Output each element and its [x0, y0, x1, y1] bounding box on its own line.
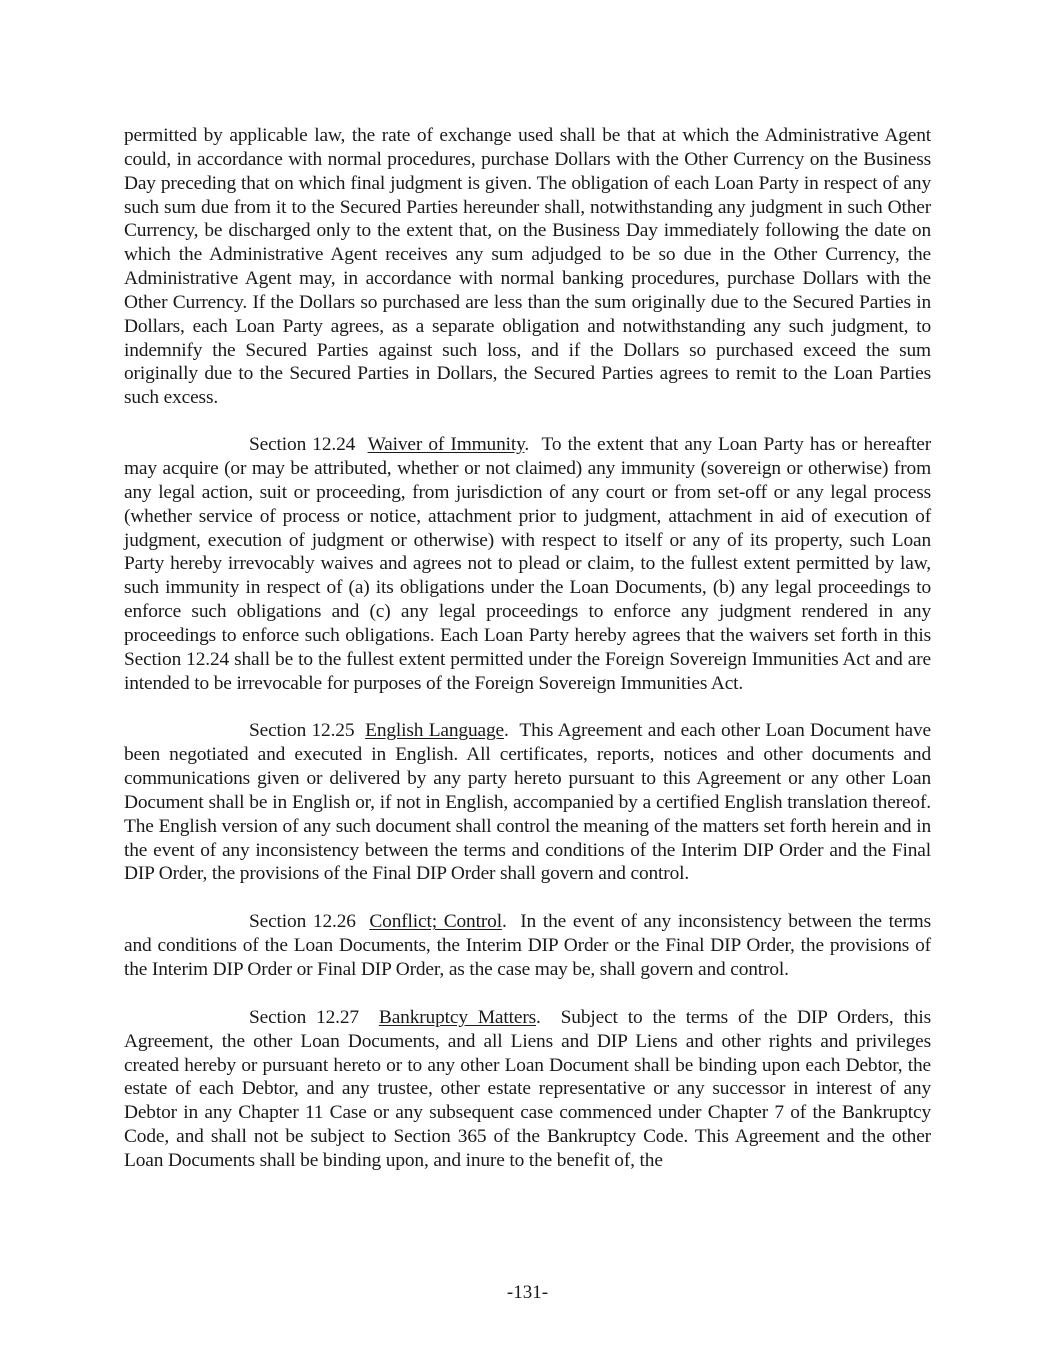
section-heading: Conflict; Control — [369, 911, 502, 933]
paragraph-text: permitted by applicable law, the rate of exchange used shall be that at which the Administrative Agent could, in accordance with normal procedures, purchase Dollars with the Other Currency on the Business Day preceding that on which final judgment is given. The obligation of each Loan Party in respect of any such sum due from it to the Secured Parties hereunder shall, notwithstanding any judgment in such Other Currency, be discharged only to the extent that, on the Business Day immediately following the date on which the Administrative Agent receives any sum adjudged to be so due in the Other Currency, the Administrative Agent may, in accordance with normal banking procedures, purchase Dollars with the Other Currency. If the Dollars so purchased are less than the sum originally due to the Secured Parties in Dollars, each Loan Party agrees, as a separate obligation and notwithstanding any such judgment, to indemnify the Secured Parties against such loss, and if the Dollars so purchased exceed the sum originally due to the Secured Parties in Dollars, the Secured Parties agrees to remit to the Loan Parties such excess. — [124, 125, 931, 409]
document-page — [124, 124, 931, 1197]
section-label: Section 12.26 — [249, 911, 356, 933]
section-label: Section 12.27 — [249, 1006, 359, 1028]
section-text: This Agreement and each other Loan Document have been negotiated and executed in English. All certificates, reports, notices and other documents and communications given or delivered by any party hereto pursuant to this Agreement or any other Loan Document shall be in English or, if not in English, accompanied by a certified English translation thereof. The English version of any such document shall control the meaning of the matters set forth herein and in the event of any inconsistency between the terms and conditions of the Interim DIP Order and the Final DIP Order, the provisions of the Final DIP Order shall govern and control. — [124, 720, 931, 885]
section-text: In the event of any inconsistency between the terms and conditions of the Loan Documents, the Interim DIP Order or the Final DIP Order, the provisions of the Interim DIP Order or Final DIP Order, as the case may be, shall govern and control. — [124, 911, 931, 980]
section-12-26: Section 12.26 Conflict; Control. In the event of any inconsistency between the terms and conditions of the Loan Documents, the Interim DIP Order or the Final DIP Order, the provisions of the Interim DIP Order or Final DIP Order, as the case may be, shall govern and control. — [124, 911, 931, 980]
section-label: Section 12.24 — [249, 434, 356, 456]
section-heading: Waiver of Immunity — [367, 434, 525, 456]
paragraph-continuation — [124, 124, 931, 410]
section-label: Section 12.25 — [249, 720, 355, 742]
section-text: Subject to the terms of the DIP Orders, this Agreement, the other Loan Documents, and all Liens and DIP Liens and other rights and privileges created hereby or pursuant hereto or to any other Loan Document shall be binding upon each Debtor, the estate of each Debtor, and any trustee, other estate representative or any successor in interest of any Debtor in any Chapter 11 Case or any subsequent case commenced under Chapter 7 of the Bankruptcy Code, and shall not be subject to Section 365 of the Bankruptcy Code. This Agreement and the other Loan Documents shall be binding upon, and inure to the benefit of, the — [124, 1006, 931, 1171]
section-text: To the extent that any Loan Party has or hereafter may acquire (or may be attributed, whether or not claimed) any immunity (sovereign or otherwise) from any legal action, suit or proceeding, from jurisdiction of any court or from set-off or any legal process (whether service of process or notice, attachment prior to judgment, attachment in aid of execution of judgment, execution of judgment or otherwise) with respect to itself or any of its property, such Loan Party hereby irrevocably waives and agrees not to plead or claim, to the fullest extent permitted by law, such immunity in respect of (a) its obligations under the Loan Documents, (b) any legal proceedings to enforce such obligations and (c) any legal proceedings to enforce any judgment rendered in any proceedings to enforce such obligations. Each Loan Party hereby agrees that the waivers set forth in this Section 12.24 shall be to the fullest extent permitted under the Foreign Sovereign Immunities Act and are intended to be irrevocable for purposes of the Foreign Sovereign Immunities Act. — [124, 434, 932, 694]
section-heading: Bankruptcy Matters — [378, 1006, 537, 1028]
section-12-24: Section 12.24 Waiver of Immunity. To the extent that any Loan Party has or hereafter may acquire (or may be attributed, whether or not claimed) any immunity (sovereign or otherwise) from any legal action, suit or proceeding, from jurisdiction of any court or from set-off or any legal process (whether service of process or notice, attachment prior to judgment, attachment in aid of execution of judgment, execution of judgment or otherwise) with respect to itself or any of its property, such Loan Party hereby irrevocably waives and agrees not to plead or claim, to the fullest extent permitted by law, such immunity in respect of (a) its obligations under the Loan Documents, (b) any legal proceedings to enforce such obligations and (c) any legal proceedings to enforce any judgment rendered in any proceedings to enforce such obligations. Each Loan Party hereby agrees that the waivers set forth in this Section 12.24 shall be to the fullest extent permitted under the Foreign Sovereign Immunities Act and are intended to be irrevocable for purposes of the Foreign Sovereign Immunities Act. — [124, 434, 932, 694]
section-12-27: Section 12.27 Bankruptcy Matters. Subject to the terms of the DIP Orders, this Agreement, the other Loan Documents, and all Liens and DIP Liens and other rights and privileges created hereby or pursuant hereto or to any other Loan Document shall be binding upon each Debtor, the estate of each Debtor, and any trustee, other estate representative or any successor in interest of any Debtor in any Chapter 11 Case or any subsequent case commenced under Chapter 7 of the Bankruptcy Code, and shall not be subject to Section 365 of the Bankruptcy Code. This Agreement and the other Loan Documents shall be binding upon, and inure to the benefit of, the — [124, 1006, 931, 1171]
section-heading: English Language — [365, 720, 504, 742]
page-number: -131- — [506, 1282, 549, 1303]
section-12-25: Section 12.25 English Language. This Agreement and each other Loan Document have been negotiated and executed in English. All certificates, reports, notices and other documents and communications given or delivered by any party hereto pursuant to this Agreement or any other Loan Document shall be in English or, if not in English, accompanied by a certified English translation thereof. The English version of any such document shall control the meaning of the matters set forth herein and in the event of any inconsistency between the terms and conditions of the Interim DIP Order and the Final DIP Order, the provisions of the Final DIP Order shall govern and control. — [124, 720, 931, 885]
